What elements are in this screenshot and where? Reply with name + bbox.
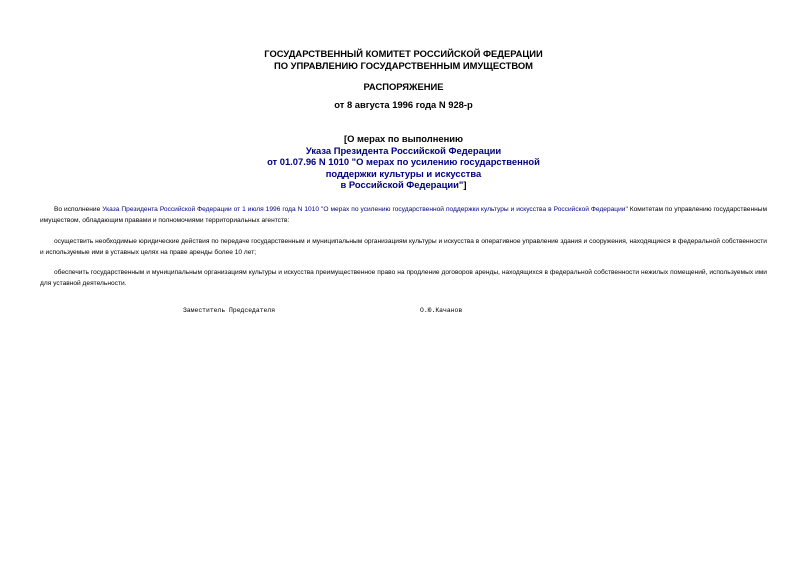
subject-line-5[interactable] (0, 179, 807, 191)
subject-text: О мерах по выполнению (347, 133, 464, 144)
paragraph-preamble (40, 205, 767, 226)
issuing-organization (0, 48, 807, 71)
document-date: от 8 августа 1996 года N 928-р (334, 99, 473, 110)
decree-link-line-3[interactable]: поддержки культуры и искусства (325, 167, 482, 179)
subject-close-bracket: ] (463, 179, 467, 190)
subject-line-4[interactable] (0, 168, 807, 180)
document-subject (0, 133, 807, 191)
document-type: РАСПОРЯЖЕНИЕ (363, 81, 444, 92)
decree-inline-link[interactable]: Указа Президента Российской Федерации от 1 июля 1996 года N 1010 "О мерах по усилению государственной поддержки культуры и искусства в Российской Федерации" (102, 206, 628, 213)
decree-link-line-2[interactable]: от 01.07.96 N 1010 "О мерах по усилению государственной (267, 156, 540, 167)
subject-line-2[interactable] (0, 145, 807, 157)
decree-link-line-1[interactable]: Указа Президента Российской Федерации (305, 144, 502, 156)
paragraph-item-1: осуществить необходимые юридические действия по передаче государственным и муниципальным организациям культуры и искусства в оперативное управление здания и сооружения, находящиеся в федеральной собственности и используемые ими в уставных целях на праве аренды более 10 лет; (40, 238, 767, 256)
org-line-2: ПО УПРАВЛЕНИЮ ГОСУДАРСТВЕННЫМ ИМУЩЕСТВОМ (273, 59, 533, 71)
preamble-suffix: Комитетам по управлению государственным имуществом, обладающим правами и полномочиями территориальных агентств: (40, 206, 768, 224)
signature-name: О.Ю.Качанов (420, 307, 463, 314)
signature-role: Заместитель Председателя (183, 307, 276, 314)
subject-line-1 (0, 133, 807, 145)
decree-link-line-4[interactable]: в Российской Федерации" (340, 179, 464, 190)
org-line-1: ГОСУДАРСТВЕННЫЙ КОМИТЕТ РОССИЙСКОЙ ФЕДЕРАЦИИ (264, 48, 543, 59)
paragraph-item-2: обеспечить государственным и муниципальным организациям культуры и искусства преимущественное право на продление договоров аренды, находящихся в федеральной собственности нежилых помещений, используемых ими для уставной деятельности. (40, 269, 767, 287)
subject-line-3[interactable] (0, 156, 807, 168)
subject-open-bracket: [ (343, 133, 348, 144)
preamble-prefix: Во исполнение (54, 206, 103, 213)
